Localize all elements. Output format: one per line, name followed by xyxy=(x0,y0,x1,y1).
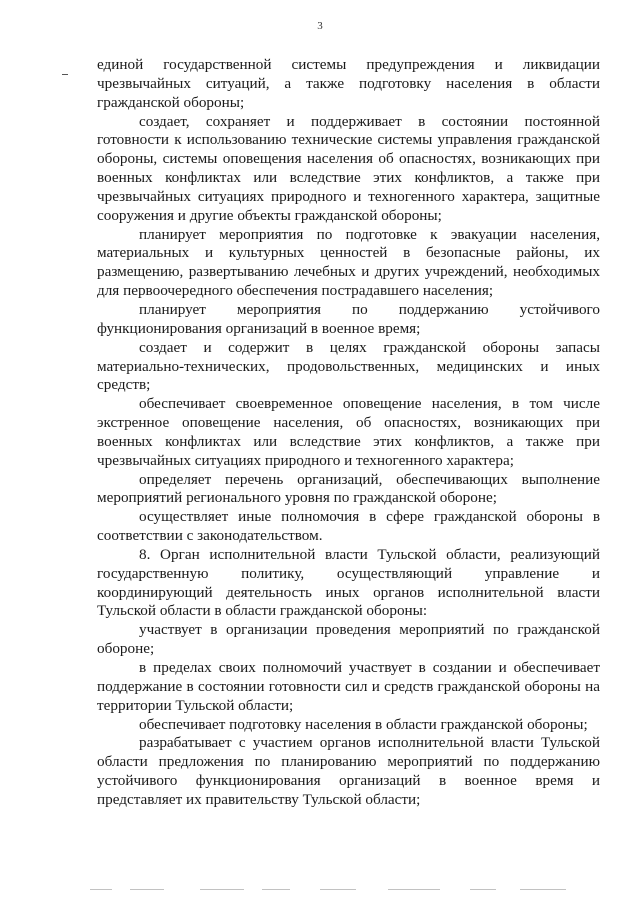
paragraph: определяет перечень организаций, обеспечивающих выполнение мероприятий регионального уровня по гражданской обороне; xyxy=(97,470,600,507)
scan-artifact xyxy=(388,889,440,890)
document-body xyxy=(97,56,600,810)
scan-artifact xyxy=(262,889,290,890)
paragraph: создает и содержит в целях гражданской обороны запасы материально-технических, продовольственных, медицинских и иных средств; xyxy=(97,338,600,394)
margin-mark xyxy=(62,74,68,75)
paragraph: 8. Орган исполнительной власти Тульской области, реализующий государственную политику, осуществляющий управление и координирующий деятельность иных органов исполнительной власти Тульской области в области гражданской обороны: xyxy=(97,545,600,620)
paragraph: планирует мероприятия по подготовке к эвакуации населения, материальных и культурных ценностей в безопасные районы, их размещению, развертыванию лечебных и других учреждений, необходимых для первоочередного обеспечения пострадавшего населения; xyxy=(97,225,600,300)
paragraph: создает, сохраняет и поддерживает в состоянии постоянной готовности к использованию технические системы управления гражданской обороны, системы оповещения населения об опасностях, возникающих при военных конфликтах или вследствие этих конфликтов, а также при чрезвычайных ситуациях природного и техногенного характера, защитные сооружения и другие объекты гражданской обороны; xyxy=(97,112,600,224)
scan-artifact xyxy=(200,889,244,890)
paragraph: в пределах своих полномочий участвует в создании и обеспечивает поддержание в состоянии готовности сил и средств гражданской обороны на территории Тульской области; xyxy=(97,659,600,714)
scan-artifact xyxy=(90,889,112,890)
paragraph: разрабатывает с участием органов исполнительной власти Тульской области предложения по планированию мероприятий по поддержанию устойчивого функционирования организаций в военное время и представляет их правительству Тульской области; xyxy=(97,734,600,808)
paragraph: планирует мероприятия по поддержанию устойчивого функционирования организаций в военное время; xyxy=(97,300,600,337)
paragraph: осуществляет иные полномочия в сфере гражданской обороны в соответствии с законодательством. xyxy=(97,508,600,545)
paragraph: обеспечивает подготовку населения в области гражданской обороны; xyxy=(139,715,588,733)
scan-artifact xyxy=(470,889,496,890)
scan-artifact xyxy=(520,889,566,890)
paragraph: участвует в организации проведения мероприятий по гражданской обороне; xyxy=(97,621,600,658)
scan-artifact xyxy=(130,889,164,890)
paragraph: единой государственной системы предупреждения и ликвидации чрезвычайных ситуаций, а также подготовку населения в области гражданской обороны; xyxy=(97,56,600,111)
scan-artifact xyxy=(320,889,356,890)
paragraph: обеспечивает своевременное оповещение населения, в том числе экстренное оповещение населения, об опасностях, возникающих при военных конфликтах или вследствие этих конфликтов, а также при чрезвычайных ситуациях природного и техногенного характера; xyxy=(97,395,600,469)
page-number: 3 xyxy=(317,20,323,32)
